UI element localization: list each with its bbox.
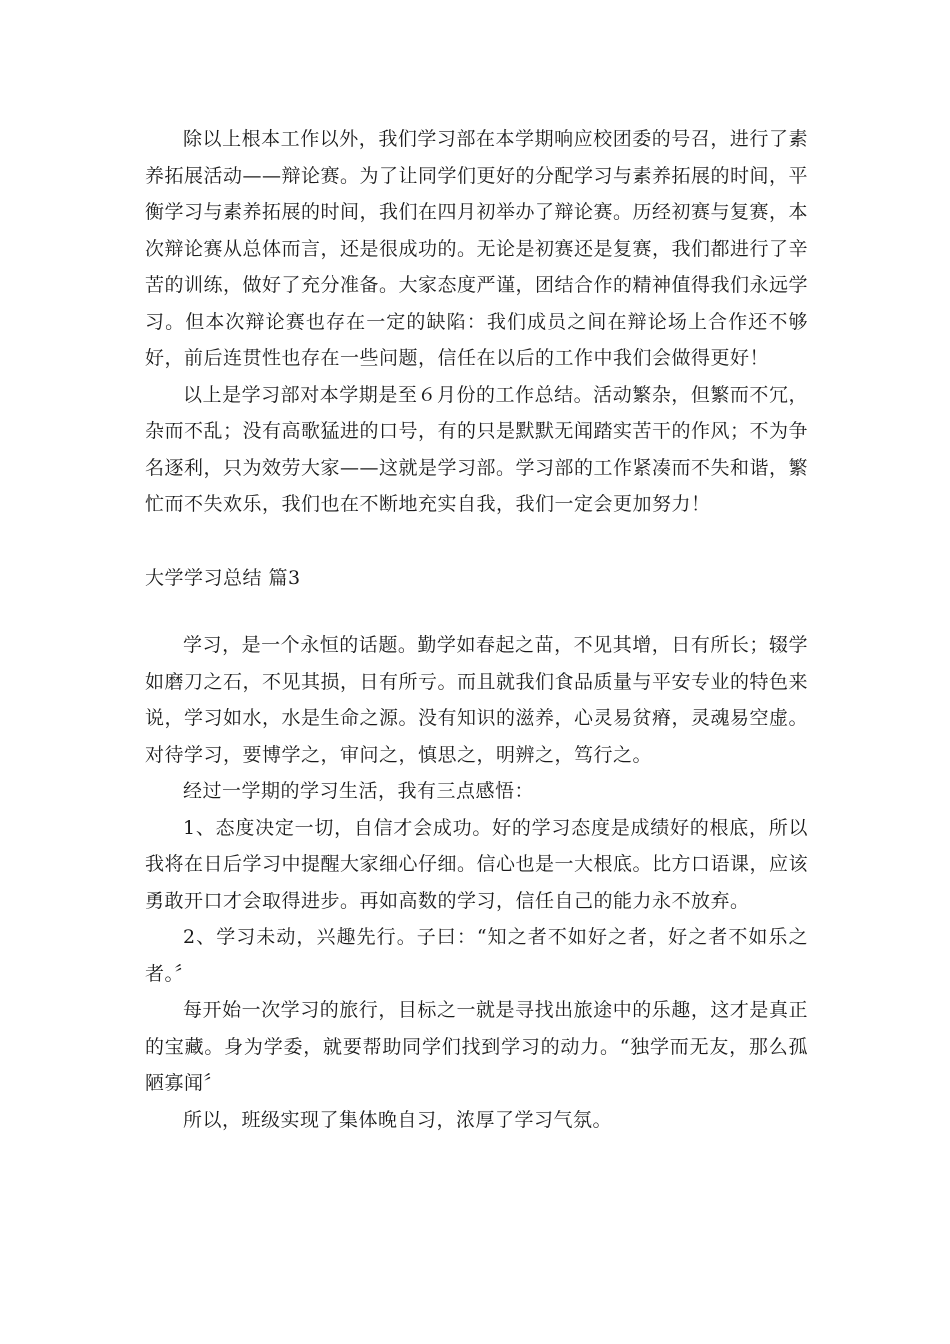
paragraph: 经过一学期的学习生活，我有三点感悟： [183, 780, 535, 802]
section2-body [145, 627, 808, 1138]
paragraph: 所以，班级实现了集体晚自习，浓厚了学习气氛。 [183, 1108, 613, 1131]
paragraph: 除以上根本工作以外，我们学习部在本学期响应校团委的号召，进行了素养拓展活动——辩论赛。为了让同学们更好的分配学习与素养拓展的时间，平衡学习与素养拓展的时间，我们在四月初举办了辩论赛。历经初赛与复赛，本次辩论赛从总体而言，还是很成功的。无论是初赛还是复赛，我们都进行了辛苦的训练，做好了充分准备。大家态度严谨，团结合作的精神值得我们永远学习。但本次辩论赛也存在一定的缺陷：我们成员之间在辩论场上合作还不够好，前后连贯性也存在一些问题，信任在以后的工作中我们会做得更好！ [145, 128, 809, 369]
paragraph: 以上是学习部对本学期是至６月份的工作总结。活动繁杂，但繁而不冗，杂而不乱；没有高歌猛进的口号，有的只是默默无闻踏实苦干的作风；不为争名逐利，只为效劳大家——这就是学习部。学习部的工作紧凑而不失和谐，繁忙而不失欢乐，我们也在不断地充实自我，我们一定会更加努力！ [145, 383, 809, 515]
paragraph: 学习，是一个永恒的话题。勤学如春起之苗，不见其增，日有所长；辍学如磨刀之石，不见其损，日有所亏。而且就我们食品质量与平安专业的特色来说，学习如水，水是生命之源。没有知识的滋养，心灵易贫瘠，灵魂易空虚。对待学习，要博学之，审问之，慎思之，明辨之，笃行之。 [145, 634, 809, 766]
paragraph: 每开始一次学习的旅行，目标之一就是寻找出旅途中的乐趣，这才是真正的宝藏。身为学委，就要帮助同学们找到学习的动力。“独学而无友，那么孤陋寡闻〞 [145, 999, 808, 1094]
paragraph: 1、态度决定一切，自信才会成功。好的学习态度是成绩好的根底，所以我将在日后学习中提醒大家细心仔细。信心也是一大根底。比方口语课，应该勇敢开口才会取得进步。再如高数的学习，信任自己的能力永不放弃。 [145, 816, 809, 912]
paragraph: 2、学习未动，兴趣先行。子曰：“知之者不如好之者，好之者不如乐之者。〞 [145, 926, 808, 985]
section1-body [145, 121, 808, 523]
section-heading: 大学学习总结 篇3 [145, 567, 301, 589]
